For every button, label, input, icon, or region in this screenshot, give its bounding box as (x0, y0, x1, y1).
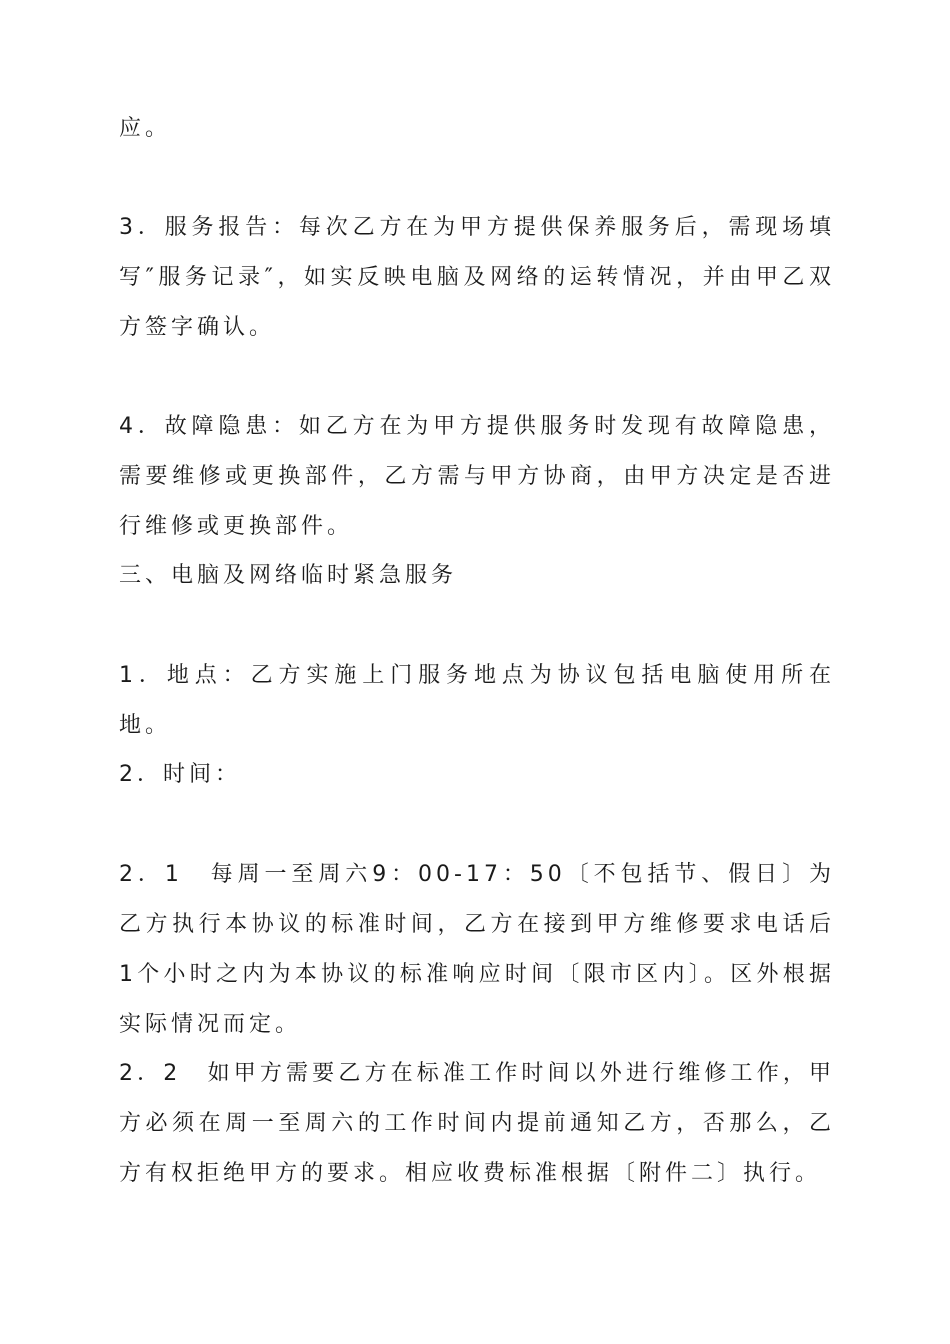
paragraph-overtime-request: 2．2 如甲方需要乙方在标准工作时间以外进行维修工作，甲方必须在周一至周六的工作时间内提前通知乙方，否那么，乙方有权拒绝甲方的要求。相应收费标准根据〔附件二〕执行。 (119, 1061, 835, 1186)
section-heading-emergency-service: 三、电脑及网络临时紧急服务 (119, 563, 458, 588)
paragraph-service-report: 3．服务报告：每次乙方在为甲方提供保养服务后，需现场填写″服务记录″，如实反映电脑及网络的运转情况，并由甲乙双方签字确认。 (119, 215, 835, 340)
paragraph-continuation: 应。 (119, 116, 172, 141)
paragraph-fault-hazard: 4．故障隐患：如乙方在为甲方提供服务时发现有故障隐患，需要维修或更换部件，乙方需与甲方协商，由甲方决定是否进行维修或更换部件。 (119, 414, 835, 539)
paragraph-standard-time: 2．1 每周一至周六9：00-17：50〔不包括节、假日〕为乙方执行本协议的标准时间，乙方在接到甲方维修要求电话后1个小时之内为本协议的标准响应时间〔限市区内〕。区外根据实际情况而定。 (119, 862, 835, 1037)
paragraph-location: 1．地点：乙方实施上门服务地点为协议包括电脑使用所在地。 (119, 663, 835, 738)
paragraph-time: 2．时间： (119, 762, 241, 787)
